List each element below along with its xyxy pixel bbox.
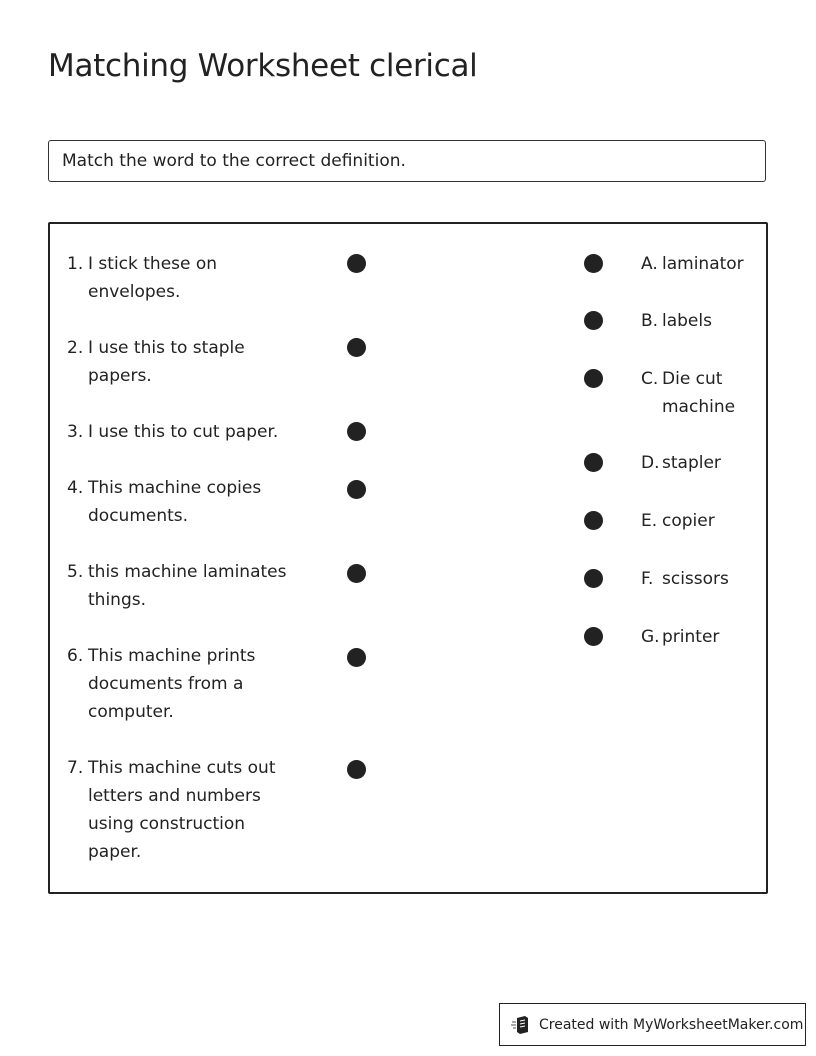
answer-text: stapler xyxy=(662,453,721,473)
question-item xyxy=(67,642,307,726)
answer-g-match-dot[interactable] xyxy=(584,627,603,646)
page-title: Matching Worksheet clerical xyxy=(48,48,478,84)
question-text: this machine laminates things. xyxy=(88,562,287,610)
answer-letter: F. xyxy=(641,569,654,589)
answer-d-match-dot[interactable] xyxy=(584,453,603,472)
answer-item xyxy=(641,449,766,477)
matching-area xyxy=(48,222,768,894)
answer-text: scissors xyxy=(662,569,729,589)
answer-a-match-dot[interactable] xyxy=(584,254,603,273)
question-text: I use this to cut paper. xyxy=(88,422,279,442)
answer-text: labels xyxy=(662,311,712,331)
instructions-text: Match the word to the correct definition. xyxy=(62,151,406,171)
answer-item xyxy=(641,565,766,593)
question-text: I stick these on envelopes. xyxy=(88,254,218,302)
answer-letter: E. xyxy=(641,511,658,531)
answer-letter: D. xyxy=(641,453,660,473)
worksheet-maker-logo-icon xyxy=(511,1015,531,1035)
question-item xyxy=(67,418,307,446)
question-number: 5. xyxy=(67,562,84,582)
answer-text: laminator xyxy=(662,254,744,274)
question-item xyxy=(67,754,307,866)
question-item xyxy=(67,250,307,306)
question-5-match-dot[interactable] xyxy=(347,564,366,583)
question-number: 2. xyxy=(67,338,84,358)
question-item xyxy=(67,334,307,390)
answer-item xyxy=(641,507,766,535)
answer-c-match-dot[interactable] xyxy=(584,369,603,388)
question-item xyxy=(67,558,307,614)
question-3-match-dot[interactable] xyxy=(347,422,366,441)
answer-letter: C. xyxy=(641,369,659,389)
answer-item xyxy=(641,307,766,335)
answer-e-match-dot[interactable] xyxy=(584,511,603,530)
answer-letter: G. xyxy=(641,627,660,647)
answer-item xyxy=(641,623,766,651)
answer-letter: B. xyxy=(641,311,659,331)
answer-f-match-dot[interactable] xyxy=(584,569,603,588)
question-number: 3. xyxy=(67,422,84,442)
answer-item xyxy=(641,250,766,278)
question-number: 1. xyxy=(67,254,84,274)
question-text: I use this to staple papers. xyxy=(88,338,245,386)
question-text: This machine prints documents from a computer. xyxy=(88,646,256,722)
question-item xyxy=(67,474,307,530)
question-text: This machine copies documents. xyxy=(88,478,262,526)
answer-item xyxy=(641,365,766,421)
answer-text: printer xyxy=(662,627,720,647)
answer-b-match-dot[interactable] xyxy=(584,311,603,330)
question-text: This machine cuts out letters and numbers using construction paper. xyxy=(88,758,276,862)
question-1-match-dot[interactable] xyxy=(347,254,366,273)
footer-text: Created with MyWorksheetMaker.com xyxy=(539,1016,804,1033)
question-number: 4. xyxy=(67,478,84,498)
question-number: 6. xyxy=(67,646,84,666)
answer-text: Die cut machine xyxy=(662,369,736,417)
footer-credit[interactable] xyxy=(499,1003,806,1046)
question-number: 7. xyxy=(67,758,84,778)
question-6-match-dot[interactable] xyxy=(347,648,366,667)
question-2-match-dot[interactable] xyxy=(347,338,366,357)
answer-text: copier xyxy=(662,511,715,531)
question-4-match-dot[interactable] xyxy=(347,480,366,499)
answer-letter: A. xyxy=(641,254,658,274)
question-7-match-dot[interactable] xyxy=(347,760,366,779)
instructions-box xyxy=(48,140,766,182)
